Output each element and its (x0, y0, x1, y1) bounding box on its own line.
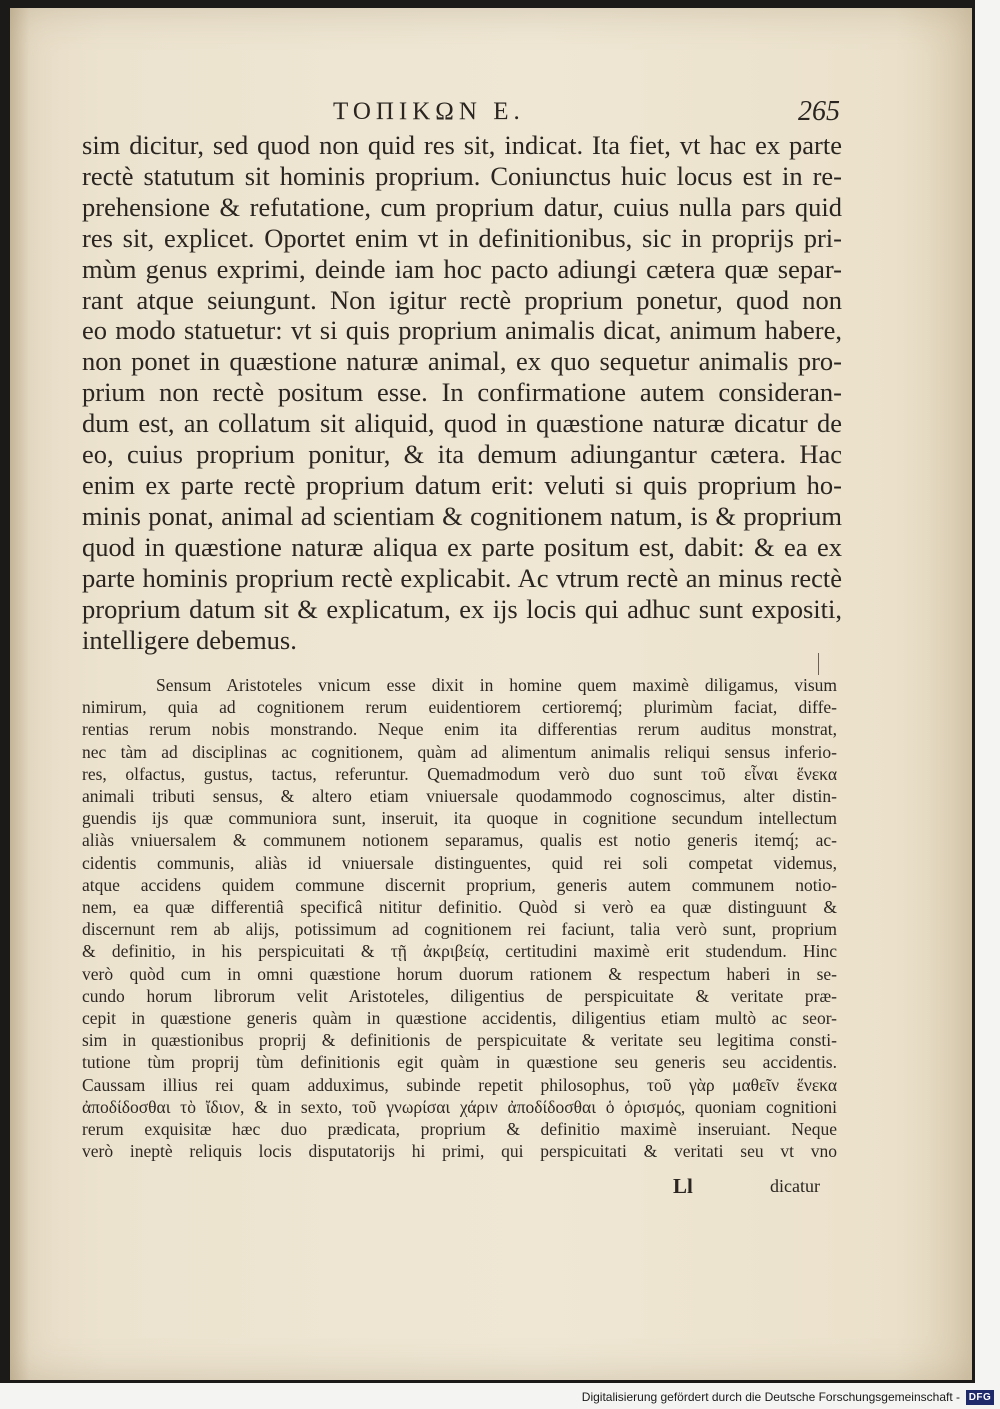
commentary-line: cidentis communis, aliàs id vniuersale distinguentes, quid rei soli competat videmus, (82, 852, 837, 873)
running-title: ΤΟΠΙΚΩΝ Ε. (333, 98, 525, 125)
commentary-line: Caussam illius rei quam adduximus, subinde repetit philosophus, τοῦ γὰρ μαθεῖν ἕνεκα (82, 1074, 837, 1095)
main-text-line: quod in quæstione naturæ aliqua ex parte positum est, dabit: & ea ex (82, 531, 842, 562)
main-text-line: eo modo statuetur: vt si quis proprium animalis dicat, animum habere, (82, 315, 842, 346)
main-text-line: parte hominis proprium rectè explicabit. Ac vtrum rectè an minus rectè (82, 562, 842, 593)
commentary-line: res, olfactus, gustus, tactus, referuntur. Quemadmodum verò duo sunt τοῦ εἶναι ἕνεκα (82, 763, 837, 784)
commentary-line: verò ineptè reliquis locis disputatorijs hi primi, qui perspicuitati & veritati seu vt vno (82, 1141, 837, 1162)
section-divider (818, 653, 819, 675)
commentary-line: cepit in quæstione generis quàm in quæstione accidentis, diligentius etiam multò ac seor- (82, 1008, 837, 1029)
commentary-line: verò quòd cum in omni quæstione horum duorum rationem & respectum haberi in se- (82, 963, 837, 984)
main-text-line: res sit, explicet. Oportet enim vt in definitionibus, sic in proprijs pri- (82, 222, 842, 253)
main-text-line: rectè statutum sit hominis proprium. Coniunctus huic locus est in re- (82, 160, 842, 191)
commentary-line: discernunt rem ab alijs, potissimum ad cognitionem rei faciunt, talia verò sunt, proprium (82, 919, 837, 940)
main-text-line: dum est, an collatum sit aliquid, quod in quæstione naturæ dicatur de (82, 408, 842, 439)
commentary-line: rerum exquisitæ hæc duo prædicata, proprium & definitio maximè inseruiant. Neque (82, 1119, 837, 1140)
commentary-line: Sensum Aristoteles vnicum esse dixit in homine quem maximè diligamus, visum (156, 675, 837, 695)
commentary-line: cundo horum librorum velit Aristoteles, diligentius de perspicuitate & veritate præ- (82, 985, 837, 1006)
commentary-line: animali tributi sensus, & altero etiam vniuersale quodammodo cognoscimus, alter distin- (82, 786, 837, 807)
catchword: dicatur (770, 1176, 820, 1196)
main-text-line: mùm genus exprimi, deinde iam hoc pacto adiungi cætera quæ separ- (82, 253, 842, 284)
page-sheet (10, 8, 972, 1380)
main-text-line: prehensione & refutatione, cum proprium datur, cuius nulla pars quid (82, 191, 842, 222)
credit-text: Digitalisierung gefördert durch die Deutsche Forschungsgemeinschaft - (581, 1390, 960, 1404)
commentary-line: guendis ijs quæ communiora sunt, inseruit, ita quoque in cognitione secundum intellectum (82, 808, 837, 829)
main-text-line: proprium datum sit & explicatum, ex ijs locis qui adhuc sunt expositi, (82, 593, 842, 624)
dfg-logo: DFG (966, 1390, 994, 1405)
commentary-line: sim in quæstionibus proprij & definitionis de perspicuitate & veritate seu legitima consti- (82, 1030, 837, 1051)
commentary-block (82, 674, 837, 1162)
main-text-line: minis ponat, animal ad scientiam & cognitionem natum, is & proprium (82, 500, 842, 531)
main-text-line: rant atque seiungunt. Non igitur rectè proprium ponetur, quod non (82, 284, 842, 315)
commentary-line: nimirum, quia ad cognitionem rerum euidentiorem certioremq́; plurimùm faciat, diffe- (82, 697, 837, 718)
main-text-line: non ponet in quæstione naturæ animal, ex quo sequetur animalis pro- (82, 346, 842, 377)
commentary-line: & definitio, in his perspicuitati & τῇ ἀκριβείᾳ, certitudini maximè erit studendum. Hinc (82, 941, 837, 962)
commentary-line: nec tàm ad disciplinas ac cognitionem, quàm ad alimentum animalis reliqui sensus inferio- (82, 741, 837, 762)
commentary-line: nem, ea quæ differentiâ specificâ nititur definitio. Quòd si verò ea quæ distinguunt & (82, 897, 837, 918)
page-number: 265 (798, 96, 840, 127)
commentary-line: ἀποδίδοσθαι τὸ ἴδιον, & in sexto, τοῦ γνωρίσαι χάριν ἀποδίδοσθαι ὁ ὁρισμός, quoniam cognitioni (82, 1096, 837, 1117)
main-text-line: intelligere debemus. (82, 624, 297, 655)
main-text-line: enim ex parte rectè proprium datum erit: veluti si quis proprium ho- (82, 469, 842, 500)
main-text-line: prium non rectè positum esse. In confirmatione autem consideran- (82, 377, 842, 408)
main-text-block (82, 130, 842, 655)
commentary-line: rentias rerum nobis monstrando. Neque enim ita differentias rerum auditus monstrat, (82, 719, 837, 740)
signature-mark: Ll (673, 1174, 693, 1198)
commentary-line: tutione tùm proprij tùm definitionis egit quàm in quæstione seu generis seu accidentis. (82, 1052, 837, 1073)
credit-bar (0, 1388, 1000, 1409)
commentary-line: aliàs vniuersalem & communem notionem separamus, qualis est notio generis itemq́; ac- (82, 830, 837, 851)
main-text-line: eo, cuius proprium ponitur, & ita demum adiungantur cætera. Hac (82, 439, 842, 470)
page-footer (10, 1174, 972, 1204)
commentary-line: atque accidens quidem commune discernit proprium, generis autem communem notio- (82, 874, 837, 895)
main-text-line: sim dicitur, sed quod non quid res sit, indicat. Ita fiet, vt hac ex parte (82, 130, 842, 160)
